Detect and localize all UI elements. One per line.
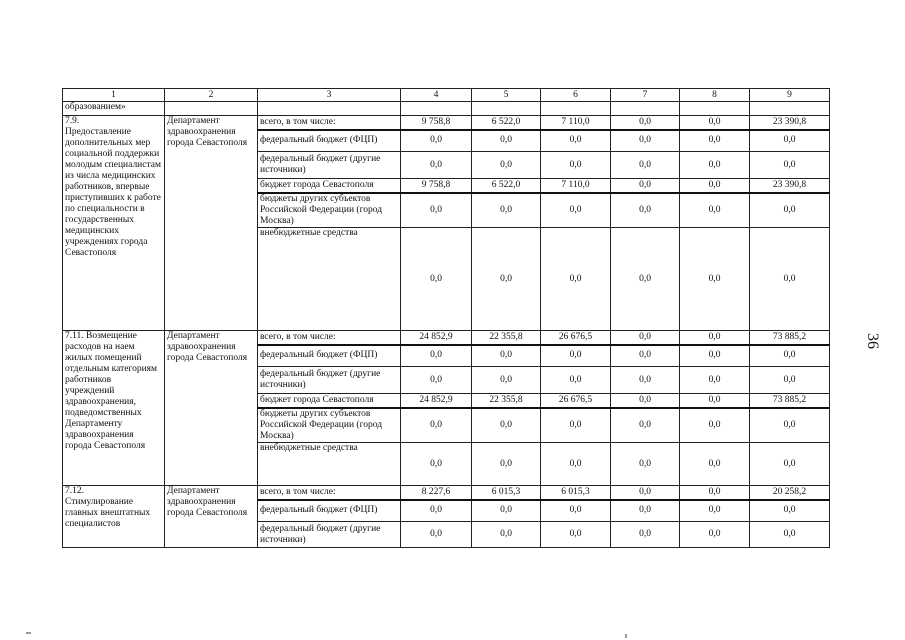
funding-source: бюджет города Севастополя	[258, 179, 401, 193]
amount-cell: 0,0	[750, 443, 830, 486]
empty-cell	[165, 102, 258, 116]
amount-cell: 20 258,2	[750, 486, 830, 500]
amount-cell: 0,0	[680, 345, 750, 367]
amount-cell: 0,0	[750, 152, 830, 179]
empty-cell	[541, 102, 611, 116]
amount-cell: 22 355,8	[472, 394, 541, 408]
amount-cell: 0,0	[611, 228, 680, 331]
amount-cell: 23 390,8	[750, 116, 830, 130]
amount-cell: 0,0	[541, 228, 611, 331]
amount-cell: 0,0	[401, 367, 472, 394]
amount-cell: 0,0	[541, 443, 611, 486]
amount-cell: 73 885,2	[750, 331, 830, 345]
amount-cell: 0,0	[541, 522, 611, 548]
amount-cell: 0,0	[611, 486, 680, 500]
amount-cell: 9 758,8	[401, 179, 472, 193]
empty-cell	[258, 102, 401, 116]
continuation-label: образованием»	[63, 102, 165, 116]
funding-source: всего, в том числе:	[258, 116, 401, 130]
amount-cell: 0,0	[680, 116, 750, 130]
table-row	[63, 486, 830, 500]
amount-cell: 22 355,8	[472, 331, 541, 345]
amount-cell: 0,0	[750, 345, 830, 367]
amount-cell: 0,0	[541, 408, 611, 443]
scan-speck	[625, 634, 627, 638]
amount-cell: 0,0	[680, 228, 750, 331]
amount-cell: 0,0	[611, 443, 680, 486]
amount-cell: 6 015,3	[541, 486, 611, 500]
amount-cell: 0,0	[611, 500, 680, 522]
amount-cell: 24 852,9	[401, 331, 472, 345]
measure-name: 7.12. Стимулирование главных внештатных специалистов	[63, 486, 165, 548]
amount-cell: 0,0	[472, 500, 541, 522]
continuation-row	[63, 102, 830, 116]
amount-cell: 0,0	[611, 116, 680, 130]
amount-cell: 0,0	[401, 345, 472, 367]
amount-cell: 0,0	[472, 193, 541, 228]
amount-cell: 0,0	[401, 152, 472, 179]
amount-cell: 0,0	[401, 408, 472, 443]
amount-cell: 0,0	[750, 367, 830, 394]
column-number: 9	[750, 89, 830, 102]
funding-source: федеральный бюджет (ФЦП)	[258, 345, 401, 367]
amount-cell: 0,0	[680, 152, 750, 179]
amount-cell: 0,0	[541, 152, 611, 179]
column-number: 4	[401, 89, 472, 102]
amount-cell: 24 852,9	[401, 394, 472, 408]
amount-cell: 23 390,8	[750, 179, 830, 193]
funding-source: федеральный бюджет (ФЦП)	[258, 130, 401, 152]
amount-cell: 0,0	[750, 130, 830, 152]
amount-cell: 0,0	[680, 522, 750, 548]
amount-cell: 0,0	[611, 522, 680, 548]
amount-cell: 0,0	[472, 443, 541, 486]
funding-source: всего, в том числе:	[258, 486, 401, 500]
empty-cell	[680, 102, 750, 116]
amount-cell: 8 227,6	[401, 486, 472, 500]
column-number: 6	[541, 89, 611, 102]
amount-cell: 6 015,3	[472, 486, 541, 500]
responsible-department: Департамент здравоохранения города Севастополя	[165, 116, 258, 331]
amount-cell: 0,0	[750, 522, 830, 548]
amount-cell: 0,0	[541, 193, 611, 228]
amount-cell: 0,0	[401, 500, 472, 522]
amount-cell: 0,0	[401, 228, 472, 331]
table-row	[63, 116, 830, 130]
amount-cell: 0,0	[680, 443, 750, 486]
amount-cell: 0,0	[680, 486, 750, 500]
amount-cell: 0,0	[611, 179, 680, 193]
column-number: 8	[680, 89, 750, 102]
funding-source: внебюджетные средства	[258, 228, 401, 331]
amount-cell: 0,0	[401, 193, 472, 228]
funding-source: бюджеты других субъектов Российской Федерации (город Москва)	[258, 408, 401, 443]
column-number: 1	[63, 89, 165, 102]
amount-cell: 0,0	[541, 345, 611, 367]
amount-cell: 0,0	[611, 130, 680, 152]
amount-cell: 6 522,0	[472, 179, 541, 193]
empty-cell	[472, 102, 541, 116]
amount-cell: 0,0	[611, 345, 680, 367]
funding-source: бюджет города Севастополя	[258, 394, 401, 408]
empty-cell	[401, 102, 472, 116]
column-number-row	[63, 89, 830, 102]
funding-source: федеральный бюджет (другие источники)	[258, 152, 401, 179]
amount-cell: 0,0	[472, 345, 541, 367]
budget-table	[62, 88, 830, 548]
amount-cell: 0,0	[680, 130, 750, 152]
page-number: 36	[864, 333, 881, 349]
funding-source: федеральный бюджет (другие источники)	[258, 522, 401, 548]
amount-cell: 0,0	[472, 522, 541, 548]
amount-cell: 7 110,0	[541, 116, 611, 130]
amount-cell: 0,0	[680, 331, 750, 345]
responsible-department: Департамент здравоохранения города Севастополя	[165, 331, 258, 486]
funding-source: бюджеты других субъектов Российской Федерации (город Москва)	[258, 193, 401, 228]
amount-cell: 0,0	[611, 394, 680, 408]
amount-cell: 0,0	[472, 152, 541, 179]
amount-cell: 0,0	[541, 367, 611, 394]
amount-cell: 0,0	[401, 522, 472, 548]
column-number: 5	[472, 89, 541, 102]
amount-cell: 73 885,2	[750, 394, 830, 408]
amount-cell: 0,0	[611, 152, 680, 179]
amount-cell: 0,0	[611, 408, 680, 443]
amount-cell: 0,0	[472, 367, 541, 394]
amount-cell: 0,0	[541, 500, 611, 522]
amount-cell: 0,0	[611, 331, 680, 345]
amount-cell: 0,0	[750, 408, 830, 443]
amount-cell: 0,0	[611, 193, 680, 228]
table-body	[63, 89, 830, 548]
column-number: 3	[258, 89, 401, 102]
table-row	[63, 331, 830, 345]
amount-cell: 0,0	[472, 408, 541, 443]
amount-cell: 0,0	[401, 443, 472, 486]
amount-cell: 0,0	[750, 228, 830, 331]
amount-cell: 0,0	[750, 193, 830, 228]
empty-cell	[750, 102, 830, 116]
measure-name: 7.9. Предоставление дополнительных мер социальной поддержки молодым специалистам из числа медицинских работников, впервые приступивших к работе по специальности в государственных медицинских учреждениях города Севастополя	[63, 116, 165, 331]
amount-cell: 7 110,0	[541, 179, 611, 193]
amount-cell: 0,0	[472, 130, 541, 152]
amount-cell: 9 758,8	[401, 116, 472, 130]
amount-cell: 26 676,5	[541, 394, 611, 408]
amount-cell: 0,0	[611, 367, 680, 394]
funding-source: всего, в том числе:	[258, 331, 401, 345]
amount-cell: 0,0	[401, 130, 472, 152]
amount-cell: 0,0	[680, 367, 750, 394]
amount-cell: 0,0	[680, 408, 750, 443]
column-number: 7	[611, 89, 680, 102]
responsible-department: Департамент здравоохранения города Севастополя	[165, 486, 258, 548]
funding-source: федеральный бюджет (ФЦП)	[258, 500, 401, 522]
amount-cell: 0,0	[680, 394, 750, 408]
funding-source: внебюджетные средства	[258, 443, 401, 486]
amount-cell: 0,0	[680, 179, 750, 193]
measure-name: 7.11. Возмещение расходов на наем жилых помещений отдельным категориям работников учреждений здравоохранения, подведомственных Департаменту здравоохранения города Севастополя	[63, 331, 165, 486]
amount-cell: 0,0	[680, 193, 750, 228]
amount-cell: 6 522,0	[472, 116, 541, 130]
amount-cell: 0,0	[680, 500, 750, 522]
empty-cell	[611, 102, 680, 116]
scan-speck	[26, 632, 31, 634]
amount-cell: 26 676,5	[541, 331, 611, 345]
amount-cell: 0,0	[750, 500, 830, 522]
column-number: 2	[165, 89, 258, 102]
amount-cell: 0,0	[472, 228, 541, 331]
funding-source: федеральный бюджет (другие источники)	[258, 367, 401, 394]
amount-cell: 0,0	[541, 130, 611, 152]
